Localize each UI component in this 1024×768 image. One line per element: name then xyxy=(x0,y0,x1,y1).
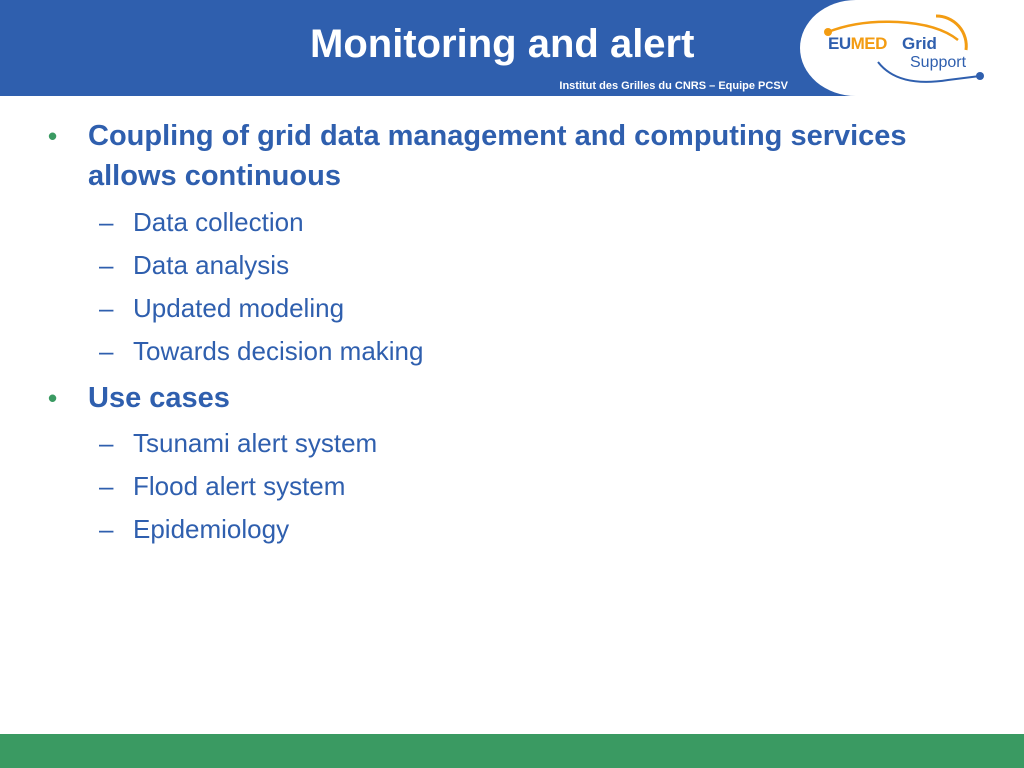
sub-bullet-item xyxy=(99,470,933,502)
dash-icon: – xyxy=(99,336,114,366)
sub-bullet-text: Epidemiology xyxy=(133,514,290,544)
dash-icon: – xyxy=(99,471,114,501)
dash-icon: – xyxy=(99,250,114,280)
sub-bullet-item xyxy=(99,335,933,367)
sub-bullet-text: Towards decision making xyxy=(133,336,424,366)
sub-bullet-text: Updated modeling xyxy=(133,293,345,323)
footer-bar xyxy=(0,734,1024,768)
bullet-text: Coupling of grid data management and computing services allows continuous xyxy=(88,120,907,192)
logo-text-grid: Grid xyxy=(902,34,937,53)
sub-bullet-item xyxy=(99,427,933,459)
sub-bullet-text: Data analysis xyxy=(133,250,290,280)
slide-title: Monitoring and alert xyxy=(310,22,695,66)
sub-bullet-item xyxy=(99,206,933,238)
bullet-item xyxy=(48,116,988,196)
dash-icon: – xyxy=(99,293,114,323)
bullet-icon: • xyxy=(48,383,58,413)
bullet-item xyxy=(48,378,988,418)
dash-icon: – xyxy=(99,207,114,237)
header-subtitle: Institut des Grilles du CNRS – Equipe PCSV xyxy=(559,80,788,92)
bullet-text: Use cases xyxy=(88,382,230,414)
sub-bullet-item xyxy=(99,292,933,324)
sub-bullet-text: Data collection xyxy=(133,207,304,237)
sub-bullet-text: Tsunami alert system xyxy=(133,428,378,458)
logo-text-support: Support xyxy=(910,54,967,71)
sub-bullet-item xyxy=(99,249,933,281)
logo-text-eumed: EUMED xyxy=(828,34,887,53)
sub-bullet-item xyxy=(99,513,933,545)
dash-icon: – xyxy=(99,428,114,458)
bullet-icon: • xyxy=(48,121,58,151)
sub-bullet-text: Flood alert system xyxy=(133,471,346,501)
dash-icon: – xyxy=(99,514,114,544)
